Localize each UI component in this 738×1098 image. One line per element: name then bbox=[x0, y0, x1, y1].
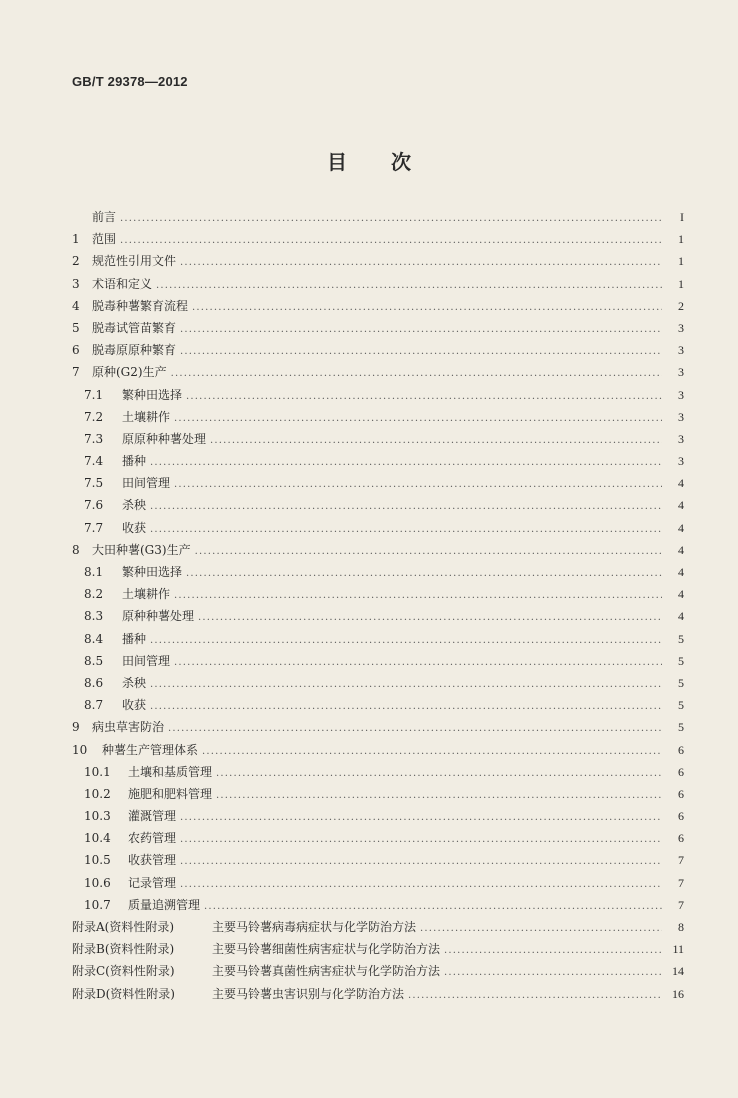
toc-entry-label: 收获 bbox=[122, 520, 147, 535]
toc-entry-page: 8 bbox=[678, 920, 684, 934]
dot-leader bbox=[186, 563, 662, 585]
dot-leader bbox=[150, 496, 662, 518]
toc-entry-label: 主要马铃薯真菌性病害症状与化学防治方法 bbox=[212, 964, 441, 979]
toc-entry[interactable] bbox=[72, 561, 684, 583]
toc-entry-number: 10.5 bbox=[84, 853, 111, 868]
toc-entry-number: 2 bbox=[72, 254, 80, 269]
dot-leader bbox=[180, 341, 662, 363]
toc-entry-label: 脱毒种薯繁育流程 bbox=[92, 298, 189, 313]
toc-entry[interactable] bbox=[72, 783, 684, 805]
toc-entry-number: 8 bbox=[72, 542, 80, 557]
toc-entry-label: 土壤耕作 bbox=[122, 409, 171, 424]
dot-leader bbox=[150, 674, 662, 696]
dot-leader bbox=[180, 851, 662, 873]
dot-leader bbox=[202, 741, 662, 763]
toc-entry[interactable] bbox=[72, 650, 684, 672]
toc-entry-page: 5 bbox=[678, 698, 684, 713]
toc-entry-number: 8.4 bbox=[84, 631, 104, 646]
toc-entry-label: 灌溉管理 bbox=[128, 809, 177, 824]
toc-entry[interactable] bbox=[72, 539, 684, 561]
toc-entry-page: 4 bbox=[678, 520, 684, 535]
toc-entry-label: 大田种薯(G3)生产 bbox=[92, 542, 191, 557]
toc-entry-number: 10.4 bbox=[84, 831, 111, 846]
toc-entry-page: 5 bbox=[678, 631, 684, 646]
toc-entry-page: 6 bbox=[678, 831, 684, 846]
toc-entry-number: 7.5 bbox=[84, 476, 104, 491]
toc-entry-number: 10 bbox=[72, 742, 88, 757]
toc-entry-page: 1 bbox=[678, 276, 684, 291]
toc-entry-label: 原种种薯处理 bbox=[122, 609, 195, 624]
dot-leader bbox=[198, 607, 662, 629]
toc-entry[interactable] bbox=[72, 384, 684, 406]
toc-entry[interactable] bbox=[72, 472, 684, 494]
toc-entry[interactable] bbox=[72, 916, 684, 938]
toc-entry[interactable] bbox=[72, 872, 684, 894]
toc-entry[interactable] bbox=[72, 672, 684, 694]
toc-entry-page: 3 bbox=[678, 320, 684, 335]
toc-entry-label: 杀秧 bbox=[122, 675, 147, 690]
toc-entry-label: 前言 bbox=[92, 210, 117, 224]
toc-entry[interactable] bbox=[72, 361, 684, 383]
toc-entry-page: 6 bbox=[678, 764, 684, 779]
toc-entry-number: 10.7 bbox=[84, 897, 111, 912]
toc-entry[interactable] bbox=[72, 960, 684, 982]
toc-entry-page: 5 bbox=[678, 675, 684, 690]
toc-entry-label: 施肥和肥料管理 bbox=[128, 786, 213, 801]
toc-entry[interactable] bbox=[72, 894, 684, 916]
toc-entry-label: 规范性引用文件 bbox=[92, 254, 177, 269]
toc-entry-number: 7.1 bbox=[84, 387, 104, 402]
toc-entry[interactable] bbox=[72, 428, 684, 450]
toc-entry-number: 8.3 bbox=[84, 609, 104, 624]
toc-entry-page: 4 bbox=[678, 609, 684, 624]
toc-entry-number: 10.3 bbox=[84, 809, 111, 824]
toc-entry-label: 田间管理 bbox=[122, 653, 171, 668]
toc-entry-label: 收获管理 bbox=[128, 853, 177, 868]
toc-entry-page: 6 bbox=[678, 809, 684, 824]
toc-entry-page: 3 bbox=[678, 431, 684, 446]
toc-entry-label: 繁种田选择 bbox=[122, 565, 183, 579]
toc-entry-label: 术语和定义 bbox=[92, 276, 153, 291]
toc-entry[interactable] bbox=[72, 761, 684, 783]
toc-entry-number: 8.7 bbox=[84, 698, 104, 713]
toc-entry[interactable] bbox=[72, 206, 684, 228]
toc-entry-number: 10.6 bbox=[84, 875, 111, 890]
dot-leader bbox=[408, 985, 662, 1007]
toc-title-char-2: 次 bbox=[391, 150, 411, 174]
toc-entry-label: 脱毒原原种繁育 bbox=[92, 343, 177, 358]
toc-entry[interactable] bbox=[72, 805, 684, 827]
toc-entry-number: 附录A(资料性附录) bbox=[72, 920, 175, 934]
dot-leader bbox=[120, 208, 662, 230]
dot-leader bbox=[174, 474, 662, 496]
toc-entry-page: 6 bbox=[678, 742, 684, 757]
toc-entry-number: 8.2 bbox=[84, 587, 104, 602]
dot-leader bbox=[180, 874, 662, 896]
toc-entry-page: 1 bbox=[678, 254, 684, 269]
toc-entry-label: 播种 bbox=[122, 631, 147, 646]
toc-entry-page: 7 bbox=[678, 853, 684, 868]
toc-entry-label: 原原种种薯处理 bbox=[122, 431, 207, 446]
toc-entry-page: 4 bbox=[678, 565, 684, 579]
toc-entry-number: 6 bbox=[72, 343, 80, 358]
dot-leader bbox=[150, 452, 662, 474]
dot-leader bbox=[150, 519, 662, 541]
dot-leader bbox=[192, 297, 662, 319]
toc-entry-number: 7.6 bbox=[84, 498, 104, 513]
toc-entry-page: 4 bbox=[678, 476, 684, 491]
dot-leader bbox=[216, 763, 662, 785]
dot-leader bbox=[180, 319, 662, 341]
toc-entry-number: 附录D(资料性附录) bbox=[72, 986, 175, 1001]
dot-leader bbox=[186, 386, 662, 408]
toc-entry-number: 8.5 bbox=[84, 653, 104, 668]
toc-entry-page: 3 bbox=[678, 343, 684, 358]
toc-entry-page: 3 bbox=[678, 387, 684, 402]
dot-leader bbox=[174, 652, 662, 674]
toc-entry[interactable] bbox=[72, 983, 684, 1005]
dot-leader bbox=[180, 807, 662, 829]
dot-leader bbox=[444, 940, 662, 962]
toc-entry-number: 7.7 bbox=[84, 520, 104, 535]
toc-entry-label: 范围 bbox=[92, 232, 117, 247]
toc-entry-number: 7.3 bbox=[84, 431, 104, 446]
toc-entry-label: 播种 bbox=[122, 454, 147, 469]
toc-entry-number: 5 bbox=[72, 320, 80, 335]
toc-entry-number: 4 bbox=[72, 298, 80, 313]
toc-entry-number: 9 bbox=[72, 720, 80, 735]
toc-entry[interactable] bbox=[72, 450, 684, 472]
toc-entry-number: 附录B(资料性附录) bbox=[72, 942, 175, 957]
toc-entry[interactable] bbox=[72, 694, 684, 716]
toc-title bbox=[0, 146, 738, 175]
toc-entry[interactable] bbox=[72, 628, 684, 650]
toc-entry-page: 3 bbox=[678, 409, 684, 424]
toc-entry[interactable] bbox=[72, 517, 684, 539]
dot-leader bbox=[216, 785, 662, 807]
toc-entry[interactable] bbox=[72, 716, 684, 738]
dot-leader bbox=[171, 363, 662, 385]
toc-entry-label: 病虫草害防治 bbox=[92, 720, 165, 735]
toc-entry-page: 11 bbox=[672, 942, 684, 957]
toc-entry-page: 4 bbox=[678, 587, 684, 602]
dot-leader bbox=[195, 541, 662, 563]
toc-entry-label: 田间管理 bbox=[122, 476, 171, 491]
toc-entry-number: 附录C(资料性附录) bbox=[72, 964, 175, 979]
toc-entry-label: 主要马铃薯病毒病症状与化学防治方法 bbox=[212, 920, 417, 934]
dot-leader bbox=[168, 718, 662, 740]
toc-entry-label: 繁种田选择 bbox=[122, 387, 183, 402]
dot-leader bbox=[180, 829, 662, 851]
toc-entry-page: 1 bbox=[678, 232, 684, 247]
toc-entry[interactable] bbox=[72, 494, 684, 516]
table-of-contents bbox=[72, 206, 684, 1005]
toc-entry-number: 7.2 bbox=[84, 409, 104, 424]
toc-entry-label: 主要马铃薯细菌性病害症状与化学防治方法 bbox=[212, 942, 441, 957]
dot-leader bbox=[150, 696, 662, 718]
toc-entry-number: 10.1 bbox=[84, 764, 111, 779]
toc-entry-label: 质量追溯管理 bbox=[128, 897, 201, 912]
toc-entry-number: 8.6 bbox=[84, 675, 104, 690]
toc-entry-label: 原种(G2)生产 bbox=[92, 365, 167, 380]
toc-entry-page: 3 bbox=[678, 454, 684, 469]
toc-entry-page: 14 bbox=[672, 964, 684, 979]
dot-leader bbox=[150, 630, 662, 652]
toc-entry-page: 7 bbox=[678, 875, 684, 890]
toc-entry-page: 4 bbox=[678, 542, 684, 557]
toc-entry[interactable] bbox=[72, 228, 684, 250]
toc-entry[interactable] bbox=[72, 827, 684, 849]
toc-entry-label: 土壤耕作 bbox=[122, 587, 171, 602]
dot-leader bbox=[174, 408, 662, 430]
dot-leader bbox=[174, 585, 662, 607]
toc-entry[interactable] bbox=[72, 739, 684, 761]
dot-leader bbox=[156, 275, 662, 297]
toc-entry-label: 农药管理 bbox=[128, 831, 177, 846]
toc-entry[interactable] bbox=[72, 250, 684, 272]
toc-entry-page: 6 bbox=[678, 786, 684, 801]
toc-entry[interactable] bbox=[72, 583, 684, 605]
toc-entry-page: I bbox=[680, 210, 684, 224]
toc-entry[interactable] bbox=[72, 317, 684, 339]
toc-entry[interactable] bbox=[72, 938, 684, 960]
toc-entry[interactable] bbox=[72, 339, 684, 361]
toc-entry-page: 7 bbox=[678, 897, 684, 912]
toc-entry-label: 记录管理 bbox=[128, 875, 177, 890]
toc-entry[interactable] bbox=[72, 849, 684, 871]
toc-entry-label: 土壤和基质管理 bbox=[128, 764, 213, 779]
toc-entry[interactable] bbox=[72, 273, 684, 295]
toc-entry-page: 16 bbox=[672, 986, 684, 1001]
dot-leader bbox=[204, 896, 662, 918]
toc-entry[interactable] bbox=[72, 605, 684, 627]
toc-entry-number: 7.4 bbox=[84, 454, 104, 469]
toc-entry-page: 5 bbox=[678, 653, 684, 668]
dot-leader bbox=[420, 918, 662, 940]
toc-entry-number: 8.1 bbox=[84, 565, 104, 579]
toc-entry-label: 主要马铃薯虫害识别与化学防治方法 bbox=[212, 986, 405, 1001]
dot-leader bbox=[120, 230, 662, 252]
dot-leader bbox=[180, 252, 662, 274]
toc-entry-label: 脱毒试管苗繁育 bbox=[92, 320, 177, 335]
toc-entry-number: 10.2 bbox=[84, 786, 111, 801]
toc-entry[interactable] bbox=[72, 406, 684, 428]
toc-entry-label: 收获 bbox=[122, 698, 147, 713]
toc-title-char-1: 目 bbox=[327, 150, 347, 174]
toc-entry-page: 2 bbox=[678, 298, 684, 313]
toc-entry-label: 杀秧 bbox=[122, 498, 147, 513]
toc-entry-page: 3 bbox=[678, 365, 684, 380]
toc-entry-page: 4 bbox=[678, 498, 684, 513]
toc-entry[interactable] bbox=[72, 295, 684, 317]
toc-entry-label: 种薯生产管理体系 bbox=[102, 742, 199, 757]
toc-entry-number: 7 bbox=[72, 365, 80, 380]
toc-entry-number: 3 bbox=[72, 276, 80, 291]
toc-entry-page: 5 bbox=[678, 720, 684, 735]
standard-code: GB/T 29378—2012 bbox=[72, 74, 188, 89]
dot-leader bbox=[210, 430, 662, 452]
dot-leader bbox=[444, 962, 662, 984]
toc-entry-number: 1 bbox=[72, 232, 80, 247]
